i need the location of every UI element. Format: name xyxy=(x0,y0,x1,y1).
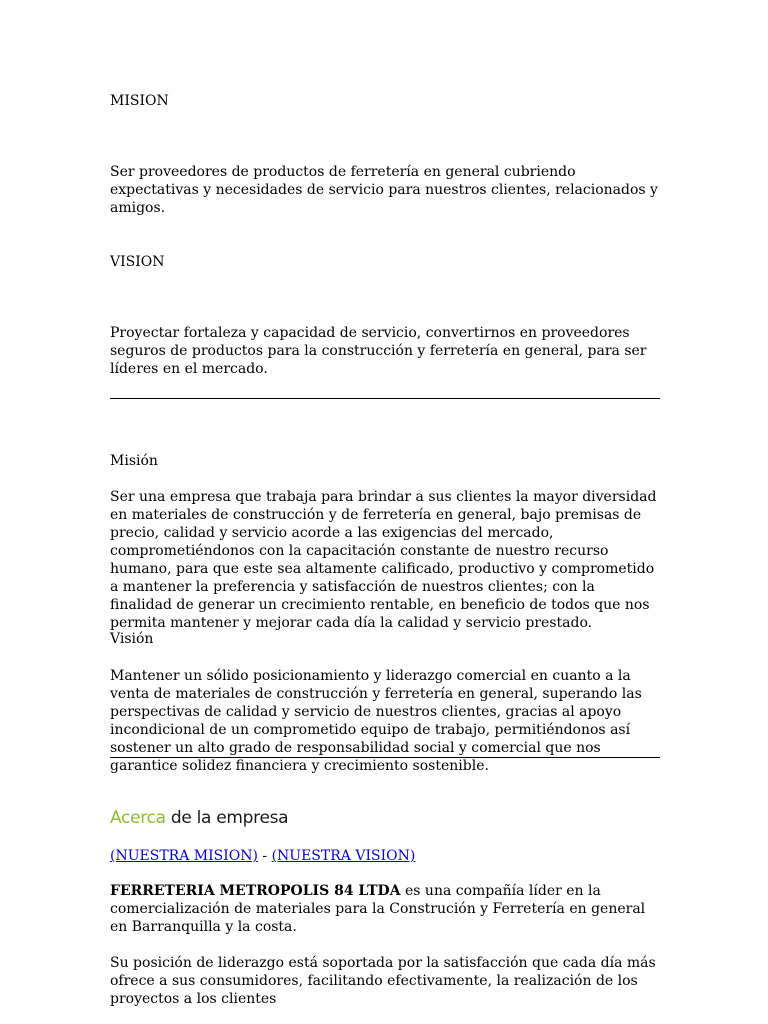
vision-heading-2: Visión xyxy=(110,631,154,647)
nuestra-mision-link[interactable]: (NUESTRA MISION) xyxy=(110,848,258,864)
company-paragraph xyxy=(110,882,660,936)
nuestra-vision-link[interactable]: (NUESTRA VISION) xyxy=(271,848,416,864)
mision-paragraph: Ser proveedores de productos de ferretería en general cubriendo expectativas y necesidades de servicio para nuestros clientes, relacionados y amigos. xyxy=(110,164,658,216)
vision-paragraph-2: Mantener un sólido posicionamiento y liderazgo comercial en cuanto a la venta de materiales de construcción y ferretería en general, superando las perspectivas de calidad y servicio de nuestros clientes, gracias al apoyo incondicional de un comprometido equipo de trabajo, permitiéndonos así sostener un alto grado de responsabilidad social y comercial que nos garantice solidez financiera y crecimiento sostenible. xyxy=(110,668,642,774)
vision-heading: VISION xyxy=(110,254,165,270)
link-separator: - xyxy=(257,848,272,864)
mision-heading: MISION xyxy=(110,93,169,109)
acerca-heading xyxy=(110,808,660,828)
vision-paragraph: Proyectar fortaleza y capacidad de servicio, convertirnos en proveedores seguros de productos para la construcción y ferretería en general, para ser líderes en el mercado. xyxy=(110,325,647,377)
section-links xyxy=(110,847,660,865)
position-paragraph: Su posición de liderazgo está soportada por la satisfacción que cada día más ofrece a sus consumidores, facilitando efectivamente, la realización de los proyectos a los clientes xyxy=(110,955,656,1007)
divider-1 xyxy=(110,398,660,399)
divider-2 xyxy=(110,757,660,758)
acerca-heading-light: Acerca xyxy=(110,808,166,828)
company-description: es una compañía líder en la comercialización de materiales para la Construción y Ferretería en general en Barranquilla y la costa. xyxy=(110,883,646,935)
mision-paragraph-2: Ser una empresa que trabaja para brindar a sus clientes la mayor diversidad en materiales de construcción y de ferretería en general, bajo premisas de precio, calidad y servicio acorde a las exigencias del mercado, comprometiéndonos con la capacitación constante de nuestro recurso humano, para que este sea altamente calificado, productivo y comprometido a mantener la preferencia y satisfacción de nuestros clientes; con la finalidad de generar un crecimiento rentable, en beneficio de todos que nos permita mantener y mejorar cada día la calidad y servicio prestado. xyxy=(110,489,657,631)
company-name: FERRETERIA METROPOLIS 84 LTDA xyxy=(110,883,401,899)
acerca-heading-dark: de la empresa xyxy=(170,808,289,828)
mision-heading-2: Misión xyxy=(110,453,158,469)
